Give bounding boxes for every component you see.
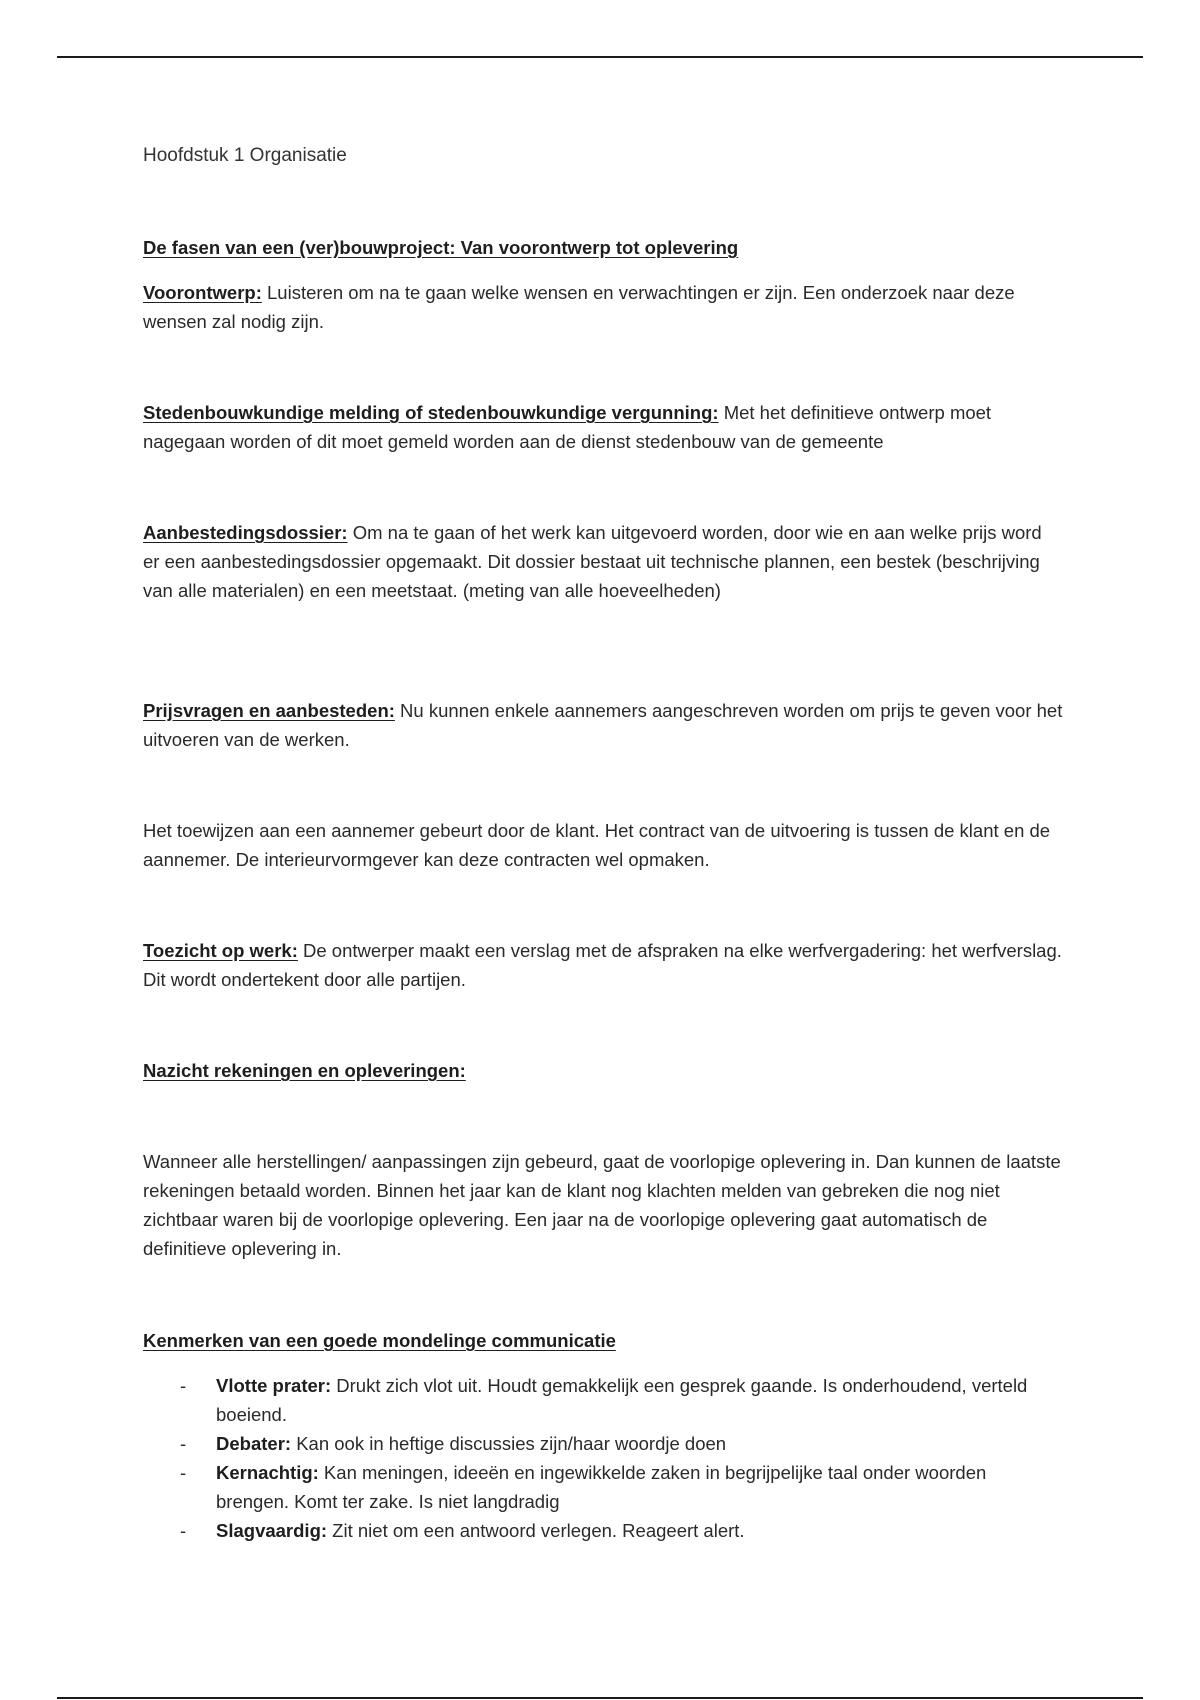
label-voorontwerp: Voorontwerp: [143, 282, 262, 303]
bullet-list [143, 1371, 1063, 1545]
label-aanbesteding: Aanbestedingsdossier: [143, 522, 348, 543]
text-aanbesteding: Om na te gaan of het werk kan uitgevoerd worden, door wie en aan welke prijs word er een aanbestedingsdossier opgemaakt. Dit dossier bestaat uit technische plannen, een bestek (beschrijving van alle materialen) en een meetstaat. (meting van alle hoeveelheden) [143, 522, 1042, 601]
list-item-text: Kan ook in heftige discussies zijn/haar woordje doen [291, 1433, 727, 1454]
chapter-title: Hoofdstuk 1 Organisatie [143, 145, 347, 166]
section-heading-communicatie-text: Kenmerken van een goede mondelinge communicatie [143, 1330, 616, 1351]
section-heading-communicatie [143, 1326, 1063, 1355]
bullet-dash: - [180, 1462, 187, 1483]
label-prijsvragen: Prijsvragen en aanbesteden: [143, 700, 395, 721]
list-item-text: Zit niet om een antwoord verlegen. Reageert alert. [327, 1520, 745, 1541]
list-item-label: Debater: [216, 1433, 292, 1454]
bullet-dash: - [180, 1433, 187, 1454]
section-heading-phases-text: De fasen van een (ver)bouwproject: Van voorontwerp tot oplevering [143, 237, 739, 258]
list-item [143, 1429, 1063, 1458]
list-item-label: Kernachtig: [216, 1462, 319, 1483]
list-item-text: Kan meningen, ideeën en ingewikkelde zaken in begrijpelijke taal onder woorden brengen. Komt ter zake. Is niet langdradig [216, 1462, 987, 1512]
section-heading-phases [143, 233, 1063, 262]
paragraph-nazicht: Wanneer alle herstellingen/ aanpassingen zijn gebeurd, gaat de voorlopige oplevering in. Dan kunnen de laatste rekeningen betaald worden. Binnen het jaar kan de klant nog klachten melden van gebreken die nog niet zichtbaar waren bij de voorlopige oplevering. Een jaar na de voorlopige oplevering gaat automatisch de definitieve oplevering in. [143, 1151, 1061, 1259]
label-toezicht: Toezicht op werk: [143, 940, 298, 961]
list-item [143, 1371, 1063, 1429]
bullet-dash: - [180, 1375, 187, 1396]
list-item-label: Vlotte prater: [216, 1375, 332, 1396]
text-prijsvragen: Nu kunnen enkele aannemers aangeschreven worden om prijs te geven voor het uitvoeren van de werken. [143, 700, 1063, 750]
top-rule [57, 56, 1143, 58]
list-item [143, 1458, 1063, 1516]
paragraph-stedenbouw [143, 398, 1063, 456]
text-stedenbouw: Met het definitieve ontwerp moet nagegaan worden of dit moet gemeld worden aan de dienst stedenbouw van de gemeente [143, 402, 992, 452]
paragraph-toewijzen: Het toewijzen aan een aannemer gebeurt door de klant. Het contract van de uitvoering is tussen de klant en de aannemer. De interieurvormgever kan deze contracten wel opmaken. [143, 820, 1051, 870]
list-item-text: Drukt zich vlot uit. Houdt gemakkelijk een gesprek gaande. Is onderhoudend, verteld boeiend. [216, 1375, 1028, 1425]
bottom-rule [57, 1697, 1143, 1699]
paragraph-voorontwerp [143, 278, 1063, 336]
list-item-label: Slagvaardig: [216, 1520, 328, 1541]
list-item [143, 1516, 1063, 1545]
paragraph-toezicht [143, 936, 1063, 994]
heading-nazicht-text: Nazicht rekeningen en opleveringen: [143, 1060, 466, 1081]
bullet-dash: - [180, 1520, 187, 1541]
paragraph-prijsvragen [143, 696, 1063, 754]
heading-nazicht [143, 1056, 1063, 1085]
text-voorontwerp: Luisteren om na te gaan welke wensen en verwachtingen er zijn. Een onderzoek naar deze wensen zal nodig zijn. [143, 282, 1015, 332]
paragraph-aanbesteding [143, 518, 1063, 605]
text-toezicht: De ontwerper maakt een verslag met de afspraken na elke werfvergadering: het werfverslag. Dit wordt ondertekent door alle partijen. [143, 940, 1062, 990]
label-stedenbouw: Stedenbouwkundige melding of stedenbouwkundige vergunning: [143, 402, 719, 423]
